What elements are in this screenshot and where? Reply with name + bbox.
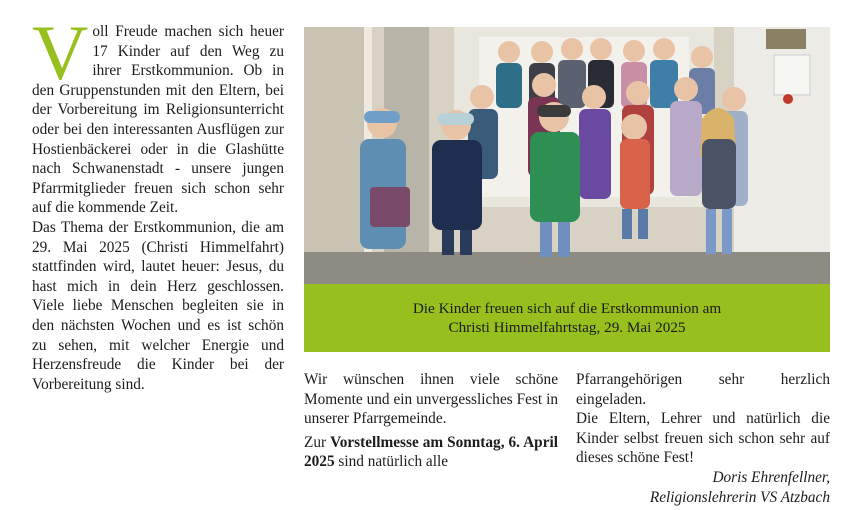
group-photo: [304, 27, 830, 284]
caption-line-2: Christi Himmelfahrtstag, 29. Mai 2025: [448, 319, 686, 336]
invitation-suffix: sind natürlich alle: [334, 453, 449, 471]
article-right-column: [576, 370, 830, 507]
invitation-event: Vorstellmesse am Sonntag, 6. April 2025: [304, 433, 558, 471]
invitation-paragraph: [304, 433, 558, 472]
invitation-continued: Pfarrangehörigen sehr herzlich eingeladen.: [576, 371, 830, 408]
photo-caption: [304, 284, 830, 352]
group-photo-children-illustration: [304, 27, 830, 284]
signature-role: Religionslehrerin VS Atzbach: [649, 488, 830, 506]
theme-paragraph: Das Thema der Erstkommunion, die am 29. Mai 2025 (Christi Himmelfahrt) stattfinden wird, lautet heuer: Jesus, du hast mich in dein Herz geschlossen. Viele liebe Menschen begleiten sie in den nächsten Wochen und es ist schön zu sehen, mit welcher Energie und Herzensfreude die Kinder bei der Vorbereitung sind.: [32, 218, 284, 393]
closing-paragraph: Die Eltern, Lehrer und natürlich die Kinder selbst freuen sich schon sehr auf dieses schöne Fest!: [576, 410, 830, 467]
intro-paragraph: [32, 9, 284, 218]
wishes-paragraph: Wir wünschen ihnen viele schöne Momente und ein unvergessliches Fest in unserer Pfarrgemeinde.: [304, 371, 558, 428]
article-middle-column: [304, 370, 558, 476]
invitation-prefix: Zur: [304, 433, 331, 451]
door-sign: [766, 29, 806, 49]
article-left-column: [32, 9, 284, 394]
intro-text: oll Freude machen sich heuer 17 Kinder auf den Weg zu ihrer Erstkommunion. Ob in den Gruppenstunden mit den Eltern, bei der Vorbereitung im Religionsunterricht oder bei den interessanten Ausflügen zur Hostienbäckerei oder in die Glashütte nach Schwanenstadt - unsere jungen Pfarrmitglieder freuen sich schon sehr auf die kommende Zeit.: [32, 23, 284, 217]
caption-line-1: Die Kinder freuen sich auf die Erstkommunion am: [412, 299, 722, 317]
drop-cap: V: [32, 9, 89, 96]
signature-name: Doris Ehrenfellner,: [712, 468, 830, 486]
